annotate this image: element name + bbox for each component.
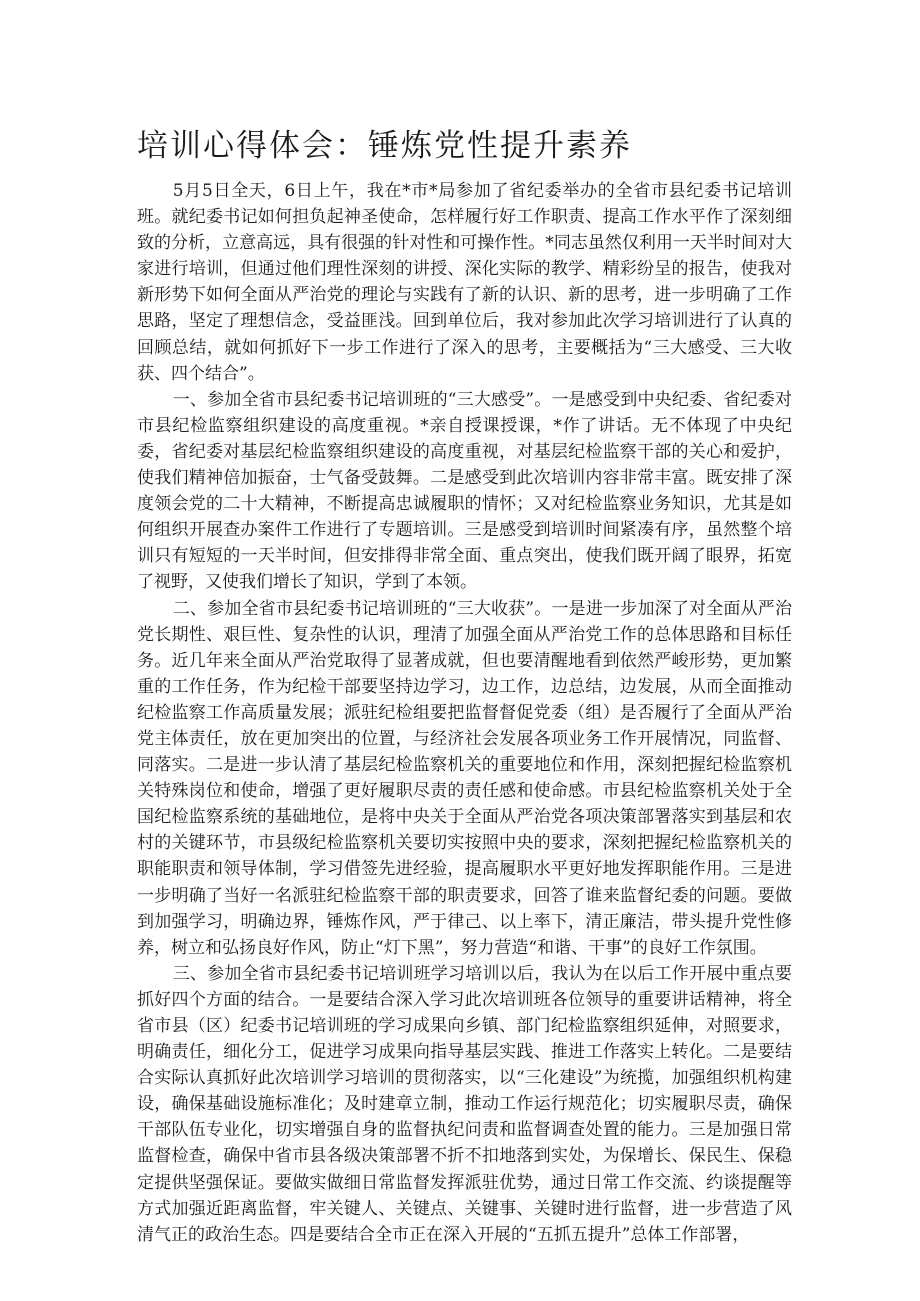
document-title: 培训心得体会：锤炼党性提升素养 [137, 128, 632, 164]
paragraph-four-combinations: 三、参加全省市县纪委书记培训班学习培训以后，我认为在以后工作开展中重点要抓好四个方面的结合。一是要结合深入学习此次培训班各位领导的重要讲话精神，将全省市县（区）纪委书记培训班的学习成果向乡镇、部门纪检监察组织延伸，对照要求，明确责任，细化分工，促进学习成果向指导基层实践、推进工作落实上转化。二是要结合实际认真抓好此次培训学习培训的贯彻落实，以“三化建设”为统揽，加强组织机构建设，确保基础设施标准化；及时建章立制，推动工作运行规范化；切实履职尽责，确保干部队伍专业化，切实增强自身的监督执纪问责和监督调查处置的能力。三是加强日常监督检查，确保中省市县各级决策部署不折不扣地落到实处，为保增长、保民生、保稳定提供坚强保证。要做实做细日常监督发挥派驻优势，通过日常工作交流、约谈提醒等方式加强近距离监督，牢关键人、关键点、关键事、关键时进行监督，进一步营造了风清气正的政治生态。四是要结合全市正在深入开展的“五抓五提升”总体工作部署， [137, 963, 792, 1245]
document-body [137, 178, 792, 1248]
paragraph-intro: 5月5日全天，6日上午，我在*市*局参加了省纪委举办的全省市县纪委书记培训班。就纪委书记如何担负起神圣使命，怎样履行好工作职责、提高工作水平作了深刻细致的分析，立意高远，具有很强的针对性和可操作性。*同志虽然仅利用一天半时间对大家进行培训，但通过他们理性深刻的讲授、深化实际的教学、精彩纷呈的报告，使我对新形势下如何全面从严治党的理论与实践有了新的认识、新的思考，进一步明确了工作思路，坚定了理想信念，受益匪浅。回到单位后，我对参加此次学习培训进行了认真的回顾总结，就如何抓好下一步工作进行了深入的思考，主要概括为“三大感受、三大收获、四个结合”。 [137, 181, 792, 384]
paragraph-three-gains: 二、参加全省市县纪委书记培训班的“三大收获”。一是进一步加深了对全面从严治党长期性、艰巨性、复杂性的认识，理清了加强全面从严治党工作的总体思路和目标任务。近几年来全面从严治党取得了显著成就，但也要清醒地看到依然严峻形势，更加繁重的工作任务，作为纪检干部要坚持边学习，边工作，边总结，边发展，从而全面推动纪检监察工作高质量发展；派驻纪检组要把监督督促党委（组）是否履行了全面从严治党主体责任，放在更加突出的位置，与经济社会发展各项业务工作开展情况，同监督、同落实。二是进一步认清了基层纪检监察机关的重要地位和作用，深刻把握纪检监察机关特殊岗位和使命，增强了更好履职尽责的责任感和使命感。市县纪检监察机关处于全国纪检监察系统的基础地位，是将中央关于全面从严治党各项决策部署落实到基层和农村的关键环节，市县级纪检监察机关要切实按照中央的要求，深刻把握纪检监察机关的职能职责和领导体制，学习借签先进经验，提高履职水平更好地发挥职能作用。三是进一步明确了当好一名派驻纪检监察干部的职责要求，回答了谁来监督纪委的问题。要做到加强学习，明确边界，锤炼作风，严于律己、以上率下，清正廉洁，带头提升党性修养，树立和弘扬良好作风，防止“灯下黑”，努力营造“和谐、干事”的良好工作氛围。 [137, 598, 792, 958]
paragraph-three-feelings: 一、参加全省市县纪委书记培训班的“三大感受”。一是感受到中央纪委、省纪委对市县纪检监察组织建设的高度重视。*亲自授课授课，*作了讲话。无不体现了中央纪委，省纪委对基层纪检监察组织建设的高度重视，对基层纪检监察干部的关心和爱护，使我们精神倍加振奋，士气备受鼓舞。二是感受到此次培训内容非常丰富。既安排了深度领会党的二十大精神，不断提高忠诚履职的情怀；又对纪检监察业务知识，尤其是如何组织开展查办案件工作进行了专题培训。三是感受到培训时间紧凑有序，虽然整个培训只有短短的一天半时间，但安排得非常全面、重点突出，使我们既开阔了眼界，拓宽了视野，又使我们增长了知识，学到了本领。 [137, 389, 792, 593]
